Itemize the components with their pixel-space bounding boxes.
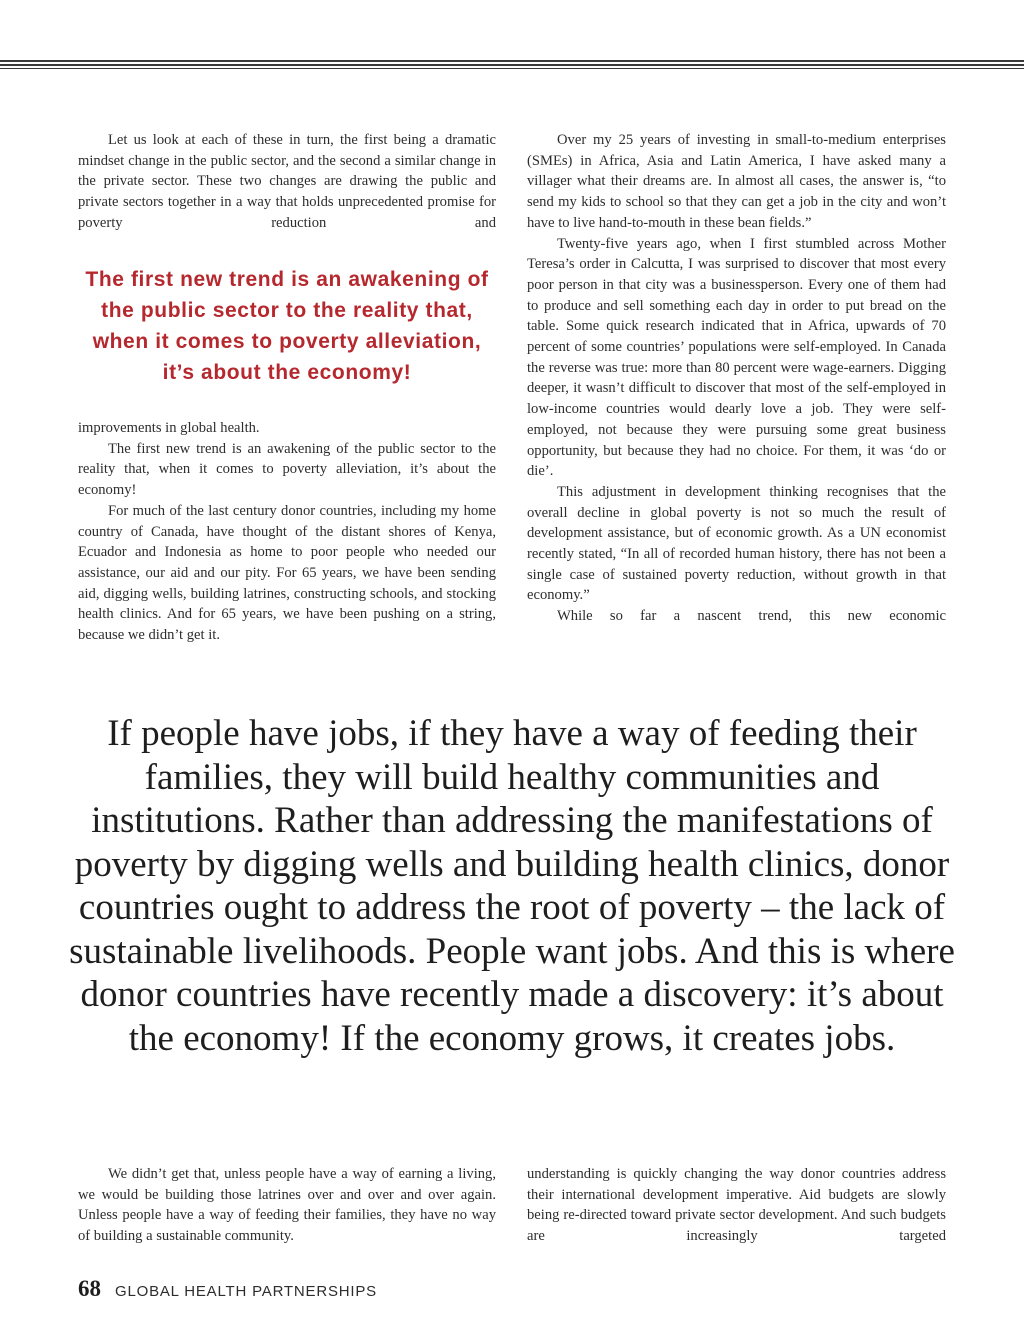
page-number: 68	[78, 1276, 101, 1301]
paragraph: Over my 25 years of investing in small-to-medium enterprises (SMEs) in Africa, Asia and Latin America, I have asked many a villager what their dreams are. In almost all cases, the answer is, “to send my kids to school so that they can get a job in the city and won’t have to live hand-to-mouth in these bean fields.”	[527, 132, 946, 231]
right-column-bottom	[527, 1164, 946, 1247]
paragraph: The first new trend is an awakening of the public sector to the reality that, when it comes to poverty alleviation, it’s about the economy!	[78, 440, 496, 499]
pull-quote: The first new trend is an awakening of the public sector to the reality that, when it comes to poverty alleviation, it’s about the economy!	[85, 268, 489, 384]
paragraph: We didn’t get that, unless people have a way of earning a living, we would be building those latrines over and over and over again. Unless people have a way of feeding their families, they have no way of building a sustainable community.	[78, 1166, 496, 1245]
left-column-top	[78, 130, 496, 234]
featured-quote: If people have jobs, if they have a way of feeding their families, they will build healthy communities and institutions. Rather than addressing the manifestations of poverty by digging wells and building health clinics, donor countries ought to address the root of poverty – the lack of sustainable livelihoods. People want jobs. And this is where donor countries have recently made a discovery: it’s about the economy! If the economy grows, it creates jobs.	[69, 713, 955, 1059]
right-column-top	[527, 130, 946, 627]
paragraph: While so far a nascent trend, this new economic	[557, 608, 946, 625]
paragraph: understanding is quickly changing the way donor countries address their international development imperative. Aid budgets are slowly being re-directed toward private sector development. And such budgets are increasingly targeted	[527, 1166, 946, 1245]
left-column-middle	[78, 418, 496, 646]
paragraph: This adjustment in development thinking recognises that the overall decline in global poverty is not so much the result of development assistance, but of economic growth. As a UN economist recently stated, “In all of recorded human history, there has not been a single case of sustained poverty reduction, without growth in that economy.”	[527, 483, 946, 604]
publication-title: GLOBAL HEALTH PARTNERSHIPS	[115, 1283, 377, 1300]
header-rule	[0, 60, 1024, 70]
left-column-bottom	[78, 1164, 496, 1247]
paragraph: For much of the last century donor countries, including my home country of Canada, have thought of the distant shores of Kenya, Ecuador and Indonesia as home to poor people who needed our assistance, our aid and our pity. For 65 years, we have been sending aid, digging wells, building latrines, constructing schools, and stocking health clinics. And for 65 years, we have been pushing on a string, because we didn’t get it.	[78, 502, 496, 644]
paragraph: Twenty-five years ago, when I first stumbled across Mother Teresa’s order in Calcutta, I was surprised to discover that most every poor person in that city was a businessperson. Every one of them had to produce and sell something each day in order to put bread on the table. Some quick research indicated that in Africa, upwards of 70 percent of some countries’ populations were self-employed. In Canada the reverse was true: more than 80 percent were wage-earners. Digging deeper, it wasn’t difficult to discover that most of the self-employed in low-income countries would dearly love a job. They were self-employed, not because they were pursuing some great business opportunity, but because they had no choice. For them, it was ‘do or die’.	[527, 235, 946, 480]
paragraph: Let us look at each of these in turn, the first being a dramatic mindset change in the public sector, and the second a similar change in the private sector. These two changes are drawing the public and private sectors together in a way that holds unprecedented promise for poverty reduction and	[78, 132, 496, 231]
paragraph: improvements in global health.	[78, 420, 260, 436]
page-footer	[78, 1276, 377, 1306]
